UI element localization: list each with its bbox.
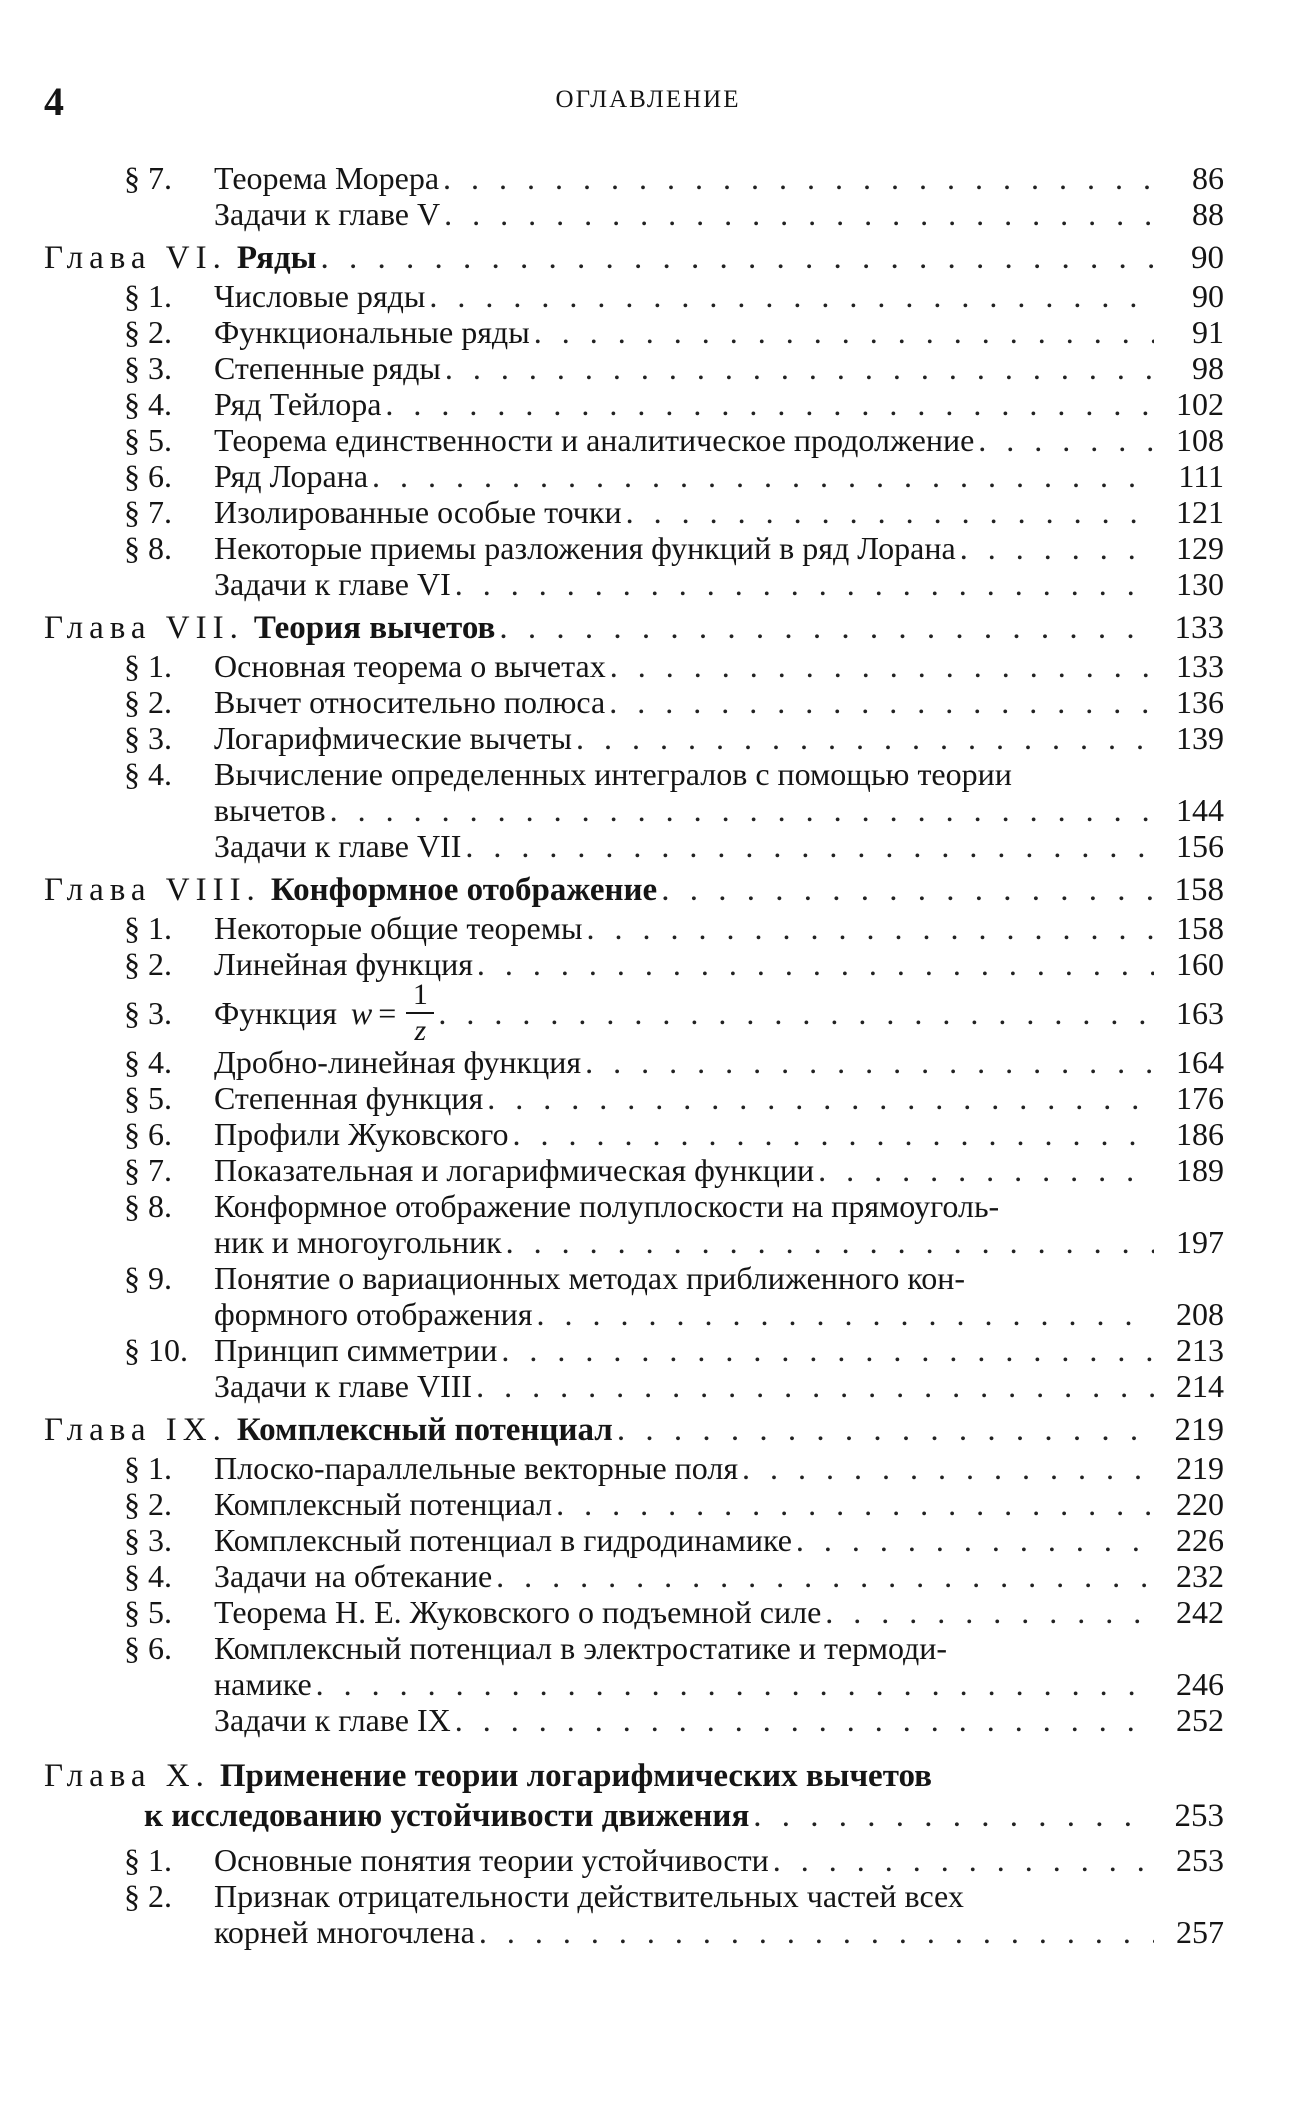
- toc-entry: [44, 720, 1224, 756]
- section-number: § 6.: [124, 1630, 172, 1666]
- chapter-number: Глава X.: [44, 1758, 210, 1794]
- section-number: § 3.: [124, 1522, 172, 1558]
- chapter-heading: [44, 1756, 1224, 1796]
- entry-title: Теорема единственности и аналитическое продолжение: [214, 422, 975, 458]
- chapter-title: Применение теории логарифмических вычетов: [219, 1758, 932, 1794]
- entry-title: Принцип симметрии: [214, 1332, 498, 1368]
- toc-entry: [44, 1332, 1224, 1368]
- page-ref: 163: [1176, 995, 1224, 1031]
- page-ref: 144: [1176, 792, 1224, 828]
- page-ref: 208: [1176, 1296, 1224, 1332]
- toc-entry: [44, 566, 1224, 602]
- entry-title: ник и многоугольник: [214, 1224, 502, 1260]
- section-number: § 2.: [124, 684, 172, 720]
- dot-leader: [749, 1796, 1154, 1836]
- section-number: § 1.: [124, 1842, 172, 1878]
- page-ref: 246: [1176, 1666, 1224, 1702]
- page-ref: 98: [1192, 350, 1224, 386]
- dot-leader: [451, 1702, 1154, 1738]
- section-number: § 4.: [124, 1044, 172, 1080]
- entry-title: Некоторые общие теоремы: [214, 910, 583, 946]
- toc-entry: [44, 1842, 1224, 1878]
- formula-lhs: w: [350, 995, 373, 1031]
- page-ref: 111: [1178, 458, 1224, 494]
- dot-leader: [368, 458, 1154, 494]
- page-ref: 242: [1176, 1594, 1224, 1630]
- entry-title: Задачи к главе V: [214, 196, 441, 232]
- dot-leader: [495, 608, 1154, 648]
- dot-leader: [657, 870, 1154, 910]
- dot-leader: [440, 196, 1154, 232]
- section-number: § 2.: [124, 946, 172, 982]
- dot-leader: [508, 1116, 1154, 1152]
- dot-leader: [956, 530, 1154, 566]
- page-ref: 219: [1174, 1412, 1224, 1448]
- section-number: § 7.: [124, 160, 172, 196]
- entry-title: вычетов: [214, 792, 326, 828]
- entry-title: Ряд Лорана: [214, 458, 369, 494]
- dot-leader: [606, 648, 1154, 684]
- dot-leader: [582, 910, 1154, 946]
- dot-leader: [451, 566, 1154, 602]
- section-number: § 8.: [124, 530, 172, 566]
- dot-leader: [581, 1044, 1154, 1080]
- dot-leader: [473, 946, 1154, 982]
- dot-leader: [502, 1224, 1154, 1260]
- entry-title: Признак отрицательности действительных частей всех: [214, 1878, 964, 1914]
- toc-entry-continuation: [44, 1666, 1224, 1702]
- page-ref: 164: [1176, 1044, 1224, 1080]
- section-number: § 8.: [124, 1188, 172, 1224]
- entry-title: Функциональные ряды: [214, 314, 530, 350]
- toc-entry-continuation: [44, 1914, 1224, 1950]
- entry-title: Задачи к главе VIII: [214, 1368, 473, 1404]
- entry-title: Степенные ряды: [214, 350, 441, 386]
- toc-entry: [44, 1044, 1224, 1080]
- page-ref: 253: [1174, 1798, 1224, 1834]
- toc-entry: [44, 1260, 1224, 1296]
- dot-leader: [472, 1368, 1154, 1404]
- entry-title: Некоторые приемы разложения функций в ряд Лорана: [214, 530, 956, 566]
- entry-title: корней многочлена: [214, 1914, 475, 1950]
- toc-entry-continuation: [44, 792, 1224, 828]
- chapter-number: Глава VII.: [44, 610, 244, 646]
- page-ref: 158: [1176, 910, 1224, 946]
- page-ref: 121: [1176, 494, 1224, 530]
- entry-title: Степенная функция: [214, 1080, 484, 1116]
- entry-title: Комплексный потенциал: [214, 1486, 553, 1522]
- chapter-heading: [44, 608, 1224, 648]
- entry-title: Понятие о вариационных методах приближенного кон-: [214, 1260, 966, 1296]
- toc-entry: [44, 982, 1224, 1044]
- page-ref: 91: [1192, 314, 1224, 350]
- page-ref: 136: [1176, 684, 1224, 720]
- entry-title: Показательная и логарифмическая функции: [214, 1152, 815, 1188]
- toc-entry: [44, 530, 1224, 566]
- page-ref: 232: [1176, 1558, 1224, 1594]
- toc-entry: [44, 1878, 1224, 1914]
- page-ref: 189: [1176, 1152, 1224, 1188]
- toc-entry: [44, 350, 1224, 386]
- section-number: § 6.: [124, 458, 172, 494]
- section-number: § 7.: [124, 494, 172, 530]
- formula-equals: =: [378, 995, 397, 1031]
- section-number: § 5.: [124, 422, 172, 458]
- section-number: § 1.: [124, 278, 172, 314]
- dot-leader: [532, 1296, 1154, 1332]
- entry-title: Дробно-линейная функция: [214, 1044, 582, 1080]
- entry-title: Функция: [214, 995, 337, 1031]
- fraction-numerator: 1: [412, 980, 428, 1011]
- chapter-heading: [44, 238, 1224, 278]
- toc-entry: [44, 756, 1224, 792]
- page-ref: 257: [1176, 1914, 1224, 1950]
- entry-title: Теорема Морера: [214, 160, 440, 196]
- dot-leader: [316, 238, 1154, 278]
- chapter-number: Глава VI.: [44, 240, 227, 276]
- toc-entry: [44, 458, 1224, 494]
- dot-leader: [613, 1410, 1154, 1450]
- page-ref: 139: [1176, 720, 1224, 756]
- running-title: ОГЛАВЛЕНИЕ: [555, 86, 741, 113]
- toc-entry: [44, 1594, 1224, 1630]
- entry-title: Задачи к главе VII: [214, 828, 462, 864]
- chapter-heading-continuation: [44, 1796, 1224, 1836]
- page-ref: 214: [1176, 1368, 1224, 1404]
- dot-leader: [492, 1558, 1154, 1594]
- entry-title: Задачи к главе IX: [214, 1702, 451, 1738]
- chapter-heading: [44, 870, 1224, 910]
- dot-leader: [769, 1842, 1154, 1878]
- dot-leader: [792, 1522, 1154, 1558]
- entry-title: Плоско-параллельные векторные поля: [214, 1450, 739, 1486]
- section-number: § 6.: [124, 1116, 172, 1152]
- page-ref: 219: [1176, 1450, 1224, 1486]
- dot-leader: [821, 1594, 1154, 1630]
- section-number: § 3.: [124, 995, 172, 1031]
- chapter-title: Комплексный потенциал: [236, 1412, 613, 1448]
- page-ref: 88: [1192, 196, 1224, 232]
- dot-leader: [974, 422, 1154, 458]
- dot-leader: [622, 494, 1154, 530]
- dot-leader: [434, 995, 1154, 1031]
- toc-entry: [44, 1080, 1224, 1116]
- entry-title: Ряд Тейлора: [214, 386, 382, 422]
- dot-leader: [461, 828, 1154, 864]
- toc-entry: [44, 946, 1224, 982]
- chapter-title: Теория вычетов: [253, 610, 496, 646]
- page-ref: 186: [1176, 1116, 1224, 1152]
- dot-leader: [439, 160, 1154, 196]
- entry-title: Комплексный потенциал в гидродинамике: [214, 1522, 792, 1558]
- page-ref: 90: [1192, 278, 1224, 314]
- dot-leader: [483, 1080, 1154, 1116]
- page-ref: 158: [1174, 872, 1224, 908]
- section-number: § 2.: [124, 1878, 172, 1914]
- chapter-title: Ряды: [236, 240, 317, 276]
- dot-leader: [530, 314, 1154, 350]
- toc-entry: [44, 196, 1224, 232]
- toc-entry: [44, 910, 1224, 946]
- page-ref: 129: [1176, 530, 1224, 566]
- entry-title: Конформное отображение полуплоскости на прямоуголь-: [214, 1188, 1000, 1224]
- dot-leader: [497, 1332, 1154, 1368]
- section-number: § 2.: [124, 1486, 172, 1522]
- dot-leader: [425, 278, 1154, 314]
- section-number: § 7.: [124, 1152, 172, 1188]
- dot-leader: [312, 1666, 1154, 1702]
- toc-entry-continuation: [44, 1296, 1224, 1332]
- entry-title: формного отображения: [214, 1296, 533, 1332]
- page-ref: 133: [1176, 648, 1224, 684]
- toc-entry-continuation: [44, 1224, 1224, 1260]
- toc-entry: [44, 494, 1224, 530]
- page-ref: 213: [1176, 1332, 1224, 1368]
- page-ref: 160: [1176, 946, 1224, 982]
- dot-leader: [441, 350, 1154, 386]
- entry-title: Задачи на обтекание: [214, 1558, 493, 1594]
- toc-entry: [44, 648, 1224, 684]
- page-ref: 90: [1191, 240, 1224, 276]
- toc-entry: [44, 422, 1224, 458]
- page-ref: 197: [1176, 1224, 1224, 1260]
- toc-entry: [44, 828, 1224, 864]
- entry-title: Основные понятия теории устойчивости: [214, 1842, 769, 1878]
- dot-leader: [814, 1152, 1154, 1188]
- chapter-number: Глава IX.: [44, 1412, 227, 1448]
- entry-title: Теорема Н. Е. Жуковского о подъемной силе: [214, 1594, 822, 1630]
- page-ref: 176: [1176, 1080, 1224, 1116]
- section-number: § 3.: [124, 350, 172, 386]
- chapter-heading: [44, 1410, 1224, 1450]
- page-ref: 102: [1176, 386, 1224, 422]
- toc-entry: [44, 1188, 1224, 1224]
- page-ref: 252: [1176, 1702, 1224, 1738]
- dot-leader: [605, 684, 1154, 720]
- entry-title: Комплексный потенциал в электростатике и термоди-: [214, 1630, 948, 1666]
- page-ref: 86: [1192, 160, 1224, 196]
- entry-title: намике: [214, 1666, 312, 1702]
- page-ref: 108: [1176, 422, 1224, 458]
- page-ref: 220: [1176, 1486, 1224, 1522]
- entry-title: Линейная функция: [214, 946, 473, 982]
- toc-entry: [44, 1522, 1224, 1558]
- dot-leader: [552, 1486, 1154, 1522]
- toc-entry: [44, 386, 1224, 422]
- entry-title: Задачи к главе VI: [214, 566, 451, 602]
- page-ref: 226: [1176, 1522, 1224, 1558]
- entry-title: Логарифмические вычеты: [214, 720, 573, 756]
- section-number: § 5.: [124, 1080, 172, 1116]
- dot-leader: [381, 386, 1154, 422]
- toc-entry: [44, 1116, 1224, 1152]
- section-number: § 2.: [124, 314, 172, 350]
- toc-entry: [44, 1486, 1224, 1522]
- toc-entry: [44, 1702, 1224, 1738]
- section-number: § 4.: [124, 386, 172, 422]
- toc-entry: [44, 1152, 1224, 1188]
- section-number: § 4.: [124, 756, 172, 792]
- section-number: § 1.: [124, 1450, 172, 1486]
- section-number: § 1.: [124, 910, 172, 946]
- entry-title: Профили Жуковского: [214, 1116, 509, 1152]
- section-number: § 4.: [124, 1558, 172, 1594]
- page-ref: 133: [1174, 610, 1224, 646]
- page-ref: 130: [1176, 566, 1224, 602]
- section-number: § 3.: [124, 720, 172, 756]
- toc-entry: [44, 160, 1224, 196]
- toc-entry: [44, 684, 1224, 720]
- toc-entry: [44, 1630, 1224, 1666]
- table-of-contents: [44, 160, 1224, 1950]
- page-ref: 156: [1176, 828, 1224, 864]
- toc-entry: [44, 314, 1224, 350]
- chapter-title: Конформное отображение: [270, 872, 658, 908]
- entry-title: Изолированные особые точки: [214, 494, 622, 530]
- section-number: § 5.: [124, 1594, 172, 1630]
- section-number: § 9.: [124, 1260, 172, 1296]
- toc-entry: [44, 278, 1224, 314]
- section-number: § 1.: [124, 648, 172, 684]
- page-ref: 253: [1176, 1842, 1224, 1878]
- toc-entry: [44, 1450, 1224, 1486]
- chapter-number: Глава VIII.: [44, 872, 261, 908]
- toc-entry: [44, 1368, 1224, 1404]
- dot-leader: [475, 1914, 1154, 1950]
- page-number: 4: [44, 79, 64, 124]
- fraction: [406, 980, 434, 1046]
- entry-title: Основная теорема о вычетах: [214, 648, 606, 684]
- toc-entry: [44, 1558, 1224, 1594]
- chapter-title: к исследованию устойчивости движения: [144, 1798, 750, 1834]
- dot-leader: [572, 720, 1154, 756]
- entry-title: Числовые ряды: [214, 278, 426, 314]
- dot-leader: [738, 1450, 1154, 1486]
- section-number: § 10.: [124, 1332, 188, 1368]
- fraction-denominator: z: [414, 1014, 427, 1046]
- entry-title: Вычисление определенных интегралов с помощью теории: [214, 756, 1012, 792]
- entry-title: Вычет относительно полюса: [214, 684, 606, 720]
- dot-leader: [326, 792, 1154, 828]
